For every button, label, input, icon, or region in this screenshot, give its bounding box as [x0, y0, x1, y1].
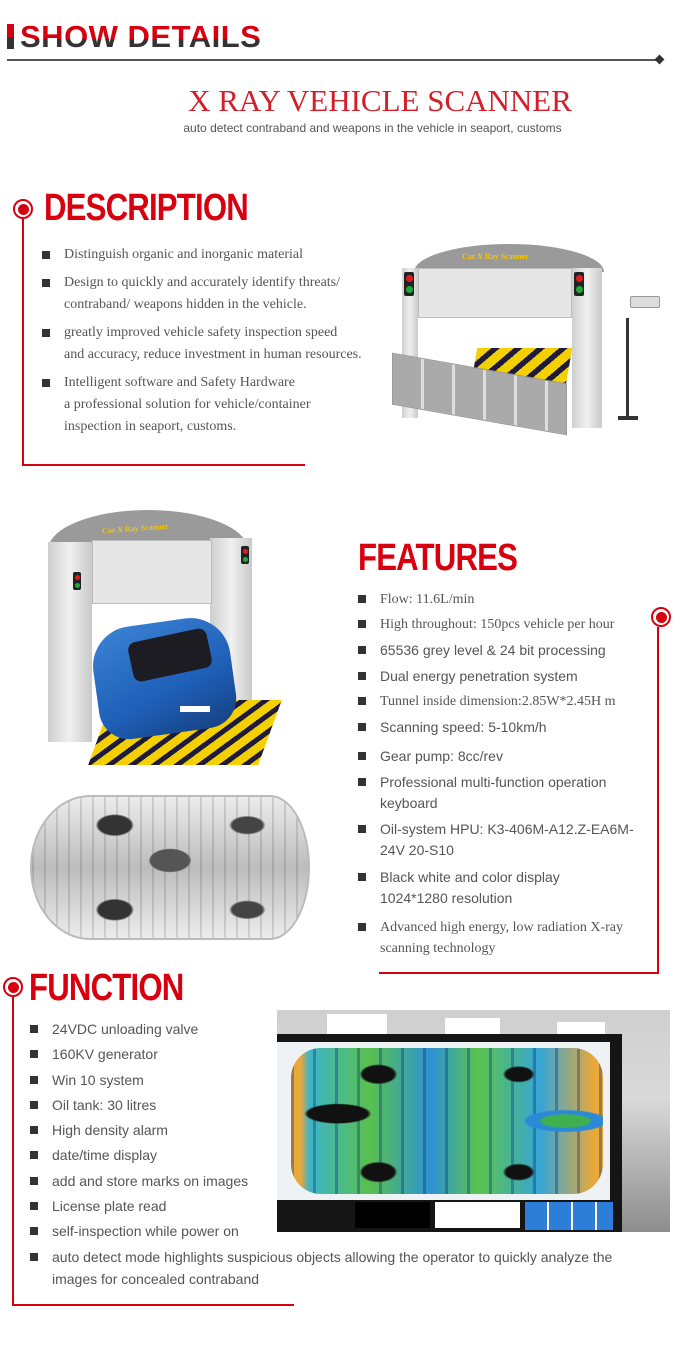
traffic-light-icon	[73, 572, 81, 590]
record-table	[435, 1202, 520, 1228]
list-item: Dual energy penetration system	[358, 666, 658, 687]
header-accent-bar	[7, 24, 14, 49]
section-title: FEATURES	[358, 537, 518, 579]
scanner-gate-image	[392, 238, 680, 438]
list-item: Black white and color display 1024*1280 resolution	[358, 867, 598, 909]
header-divider	[7, 59, 659, 61]
monitor-screen	[277, 1042, 610, 1200]
traffic-light-icon	[241, 546, 249, 564]
camera-base	[618, 416, 638, 420]
video-feed	[355, 1202, 430, 1228]
xray-car-image	[30, 795, 310, 940]
gate-top-panels	[418, 268, 572, 318]
list-item: 160KV generator	[30, 1043, 670, 1065]
camera-pole	[626, 318, 629, 418]
page-header-title: SHOW DETAILS	[20, 19, 262, 54]
list-item: Win 10 system	[30, 1069, 670, 1091]
product-subtitle: auto detect contraband and weapons in the vehicle in seaport, customs	[183, 121, 562, 135]
list-item: 24VDC unloading valve	[30, 1018, 670, 1040]
color-xray-scan	[291, 1048, 603, 1194]
frame-line-bottom	[379, 972, 659, 974]
section-title: FUNCTION	[29, 967, 184, 1009]
list-item: add and store marks on images	[30, 1170, 670, 1192]
frame-line-left	[12, 997, 14, 1306]
list-item: Distinguish organic and inorganic material	[42, 244, 402, 266]
list-item: self-inspection while power on	[30, 1220, 670, 1242]
monitor-photo	[277, 1010, 670, 1232]
section-title: DESCRIPTION	[44, 187, 248, 229]
section-marker-icon	[3, 977, 23, 997]
list-item: greatly improved vehicle safety inspection speed and accuracy, reduce investment in human resources.	[42, 322, 402, 366]
camera-icon	[630, 296, 660, 308]
features-list	[358, 589, 658, 959]
product-title: X RAY VEHICLE SCANNER	[188, 83, 572, 118]
scanner-car-image	[40, 510, 285, 765]
list-item: Advanced high energy, low radiation X-ray scanning technology	[358, 917, 658, 959]
list-item: Oil-system HPU: K3-406M-A12.Z-EA6M-24V 20-S10	[358, 819, 658, 861]
divider-diamond-icon	[655, 55, 665, 65]
monitor-frame	[277, 1034, 622, 1232]
frame-line-bottom	[22, 464, 305, 466]
list-item: Professional multi-function operation keyboard	[358, 772, 618, 814]
description-list	[42, 244, 402, 444]
frame-line-left	[22, 219, 24, 466]
list-item: License plate read	[30, 1195, 670, 1217]
gate-top-panels	[92, 540, 212, 604]
gate-sign: Car X Ray Scanner	[101, 521, 169, 536]
list-item: High throughout: 150pcs vehicle per hour	[358, 614, 658, 635]
list-item: auto detect mode highlights suspicious objects allowing the operator to quickly analyze the images for concealed contraband	[30, 1246, 650, 1290]
list-item: Tunnel inside dimension:2.85W*2.45H m	[358, 691, 658, 712]
list-item: High density alarm	[30, 1119, 670, 1141]
frame-line-bottom	[12, 1304, 294, 1306]
control-buttons	[525, 1202, 613, 1230]
list-item: Flow: 11.6L/min	[358, 589, 658, 610]
section-marker-icon	[13, 199, 33, 219]
traffic-light-icon	[404, 272, 414, 296]
list-item: Design to quickly and accurately identify threats/ contraband/ weapons hidden in the vehicle.	[42, 272, 402, 316]
list-item: Gear pump: 8cc/rev	[358, 746, 658, 767]
gate-sign: Car X Ray Scanner	[462, 252, 529, 261]
list-item: Oil tank: 30 litres	[30, 1094, 670, 1116]
gate-leg-left	[48, 542, 92, 742]
list-item: date/time display	[30, 1144, 670, 1166]
list-item: 65536 grey level & 24 bit processing	[358, 640, 658, 661]
window	[327, 1014, 387, 1036]
traffic-light-icon	[574, 272, 584, 296]
list-item: Scanning speed: 5-10km/h	[358, 717, 658, 738]
license-plate	[180, 706, 210, 712]
list-item: Intelligent software and Safety Hardware a professional solution for vehicle/container inspection in seaport, customs.	[42, 372, 402, 438]
blue-car	[88, 613, 240, 743]
